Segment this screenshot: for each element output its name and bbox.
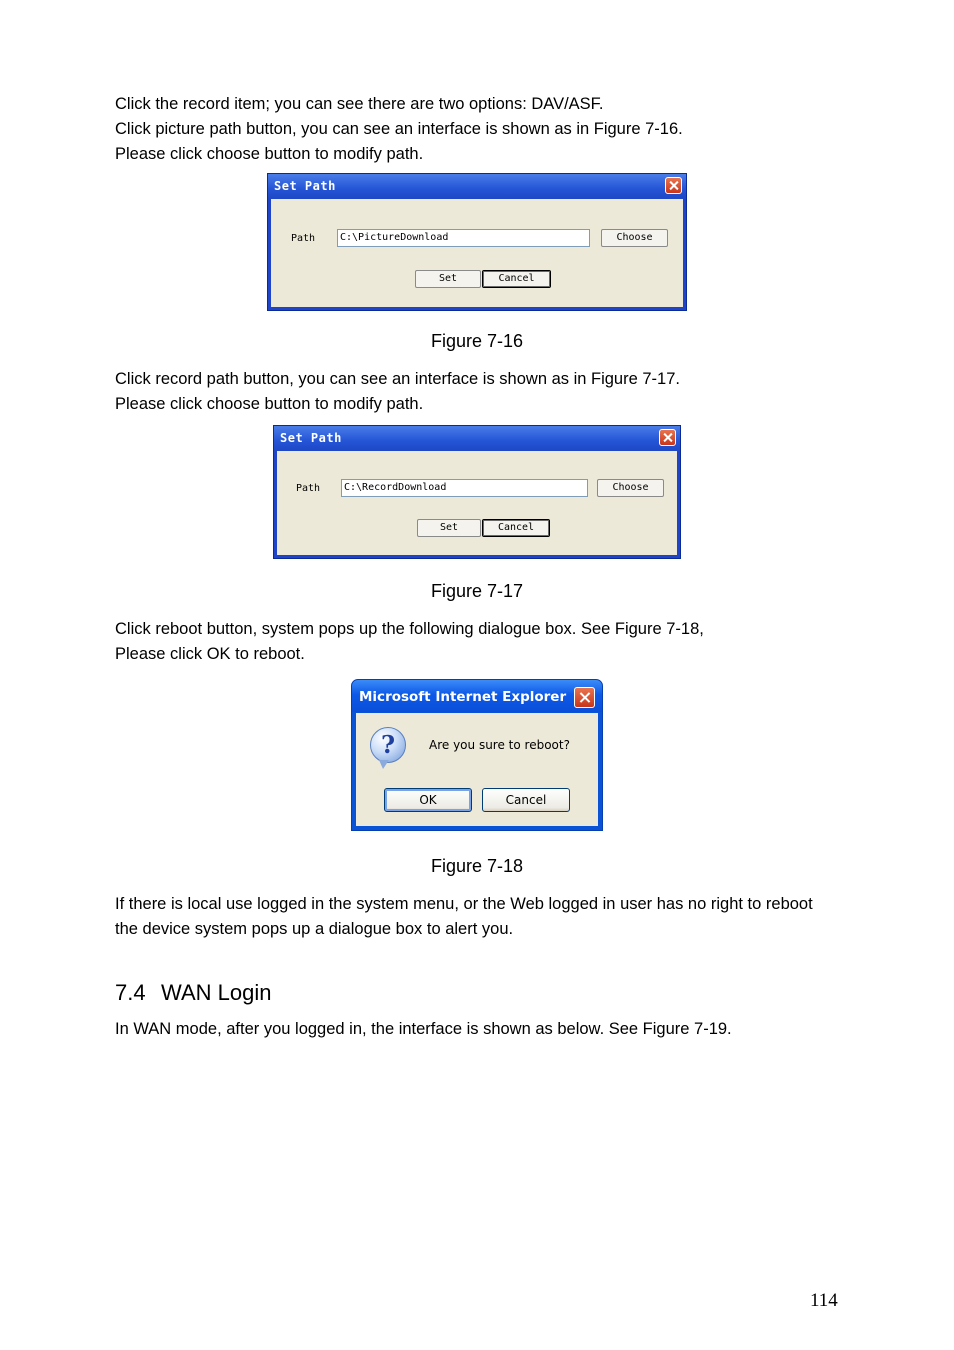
alert-paragraph — [115, 892, 813, 942]
figure-caption: Figure 7-17 — [430, 581, 524, 601]
intro-paragraph — [115, 92, 683, 167]
text-line: the device system pops up a dialogue box to alert you. — [115, 920, 514, 938]
cancel-button[interactable]: Cancel — [482, 519, 550, 537]
record-paragraph — [115, 367, 680, 417]
text-line: Click reboot button, system pops up the following dialogue box. See Figure 7-18, — [115, 620, 704, 638]
dialog-client — [271, 199, 683, 307]
figure-caption: Figure 7-16 — [430, 331, 524, 351]
dialog-client — [277, 451, 677, 555]
figure-caption: Figure 7-18 — [430, 856, 524, 876]
question-icon: ? — [370, 727, 406, 763]
section-number: 7.4 — [115, 980, 146, 1005]
close-icon[interactable] — [659, 429, 676, 446]
text-line: Click record path button, you can see an interface is shown as in Figure 7-17. — [115, 370, 680, 388]
path-field[interactable]: C:\PictureDownload — [337, 229, 590, 247]
reboot-paragraph — [115, 617, 704, 667]
set-path-dialog-picture — [267, 173, 687, 311]
close-icon[interactable] — [574, 687, 595, 708]
text-line: Click the record item; you can see there are two options: DAV/ASF. — [115, 95, 604, 113]
section-heading — [115, 980, 271, 1006]
path-field[interactable]: C:\RecordDownload — [341, 479, 588, 497]
page-number: 114 — [810, 1290, 838, 1311]
dialog-titlebar — [274, 426, 680, 451]
text-line: Please click OK to reboot. — [115, 645, 305, 663]
set-button[interactable]: Set — [417, 519, 481, 537]
text-line: Please click choose button to modify path. — [115, 145, 424, 163]
set-path-dialog-record — [273, 425, 681, 559]
choose-button[interactable]: Choose — [601, 229, 668, 247]
dialog-titlebar — [352, 680, 602, 712]
text-line: In WAN mode, after you logged in, the interface is shown as below. See Figure 7-19. — [115, 1020, 732, 1038]
dialog-title: Set Path — [274, 179, 336, 193]
text-line: If there is local use logged in the system menu, or the Web logged in user has no right to reboot — [115, 895, 813, 913]
text-line: Please click choose button to modify path. — [115, 395, 424, 413]
dialog-title: Set Path — [280, 431, 342, 445]
reboot-confirm-dialog — [351, 679, 603, 831]
cancel-button[interactable]: Cancel — [482, 788, 570, 812]
cancel-button[interactable]: Cancel — [482, 270, 551, 288]
dialog-message: Are you sure to reboot? — [429, 738, 570, 752]
choose-button[interactable]: Choose — [597, 479, 664, 497]
ok-button[interactable]: OK — [384, 788, 472, 812]
close-icon[interactable] — [665, 177, 682, 194]
dialog-titlebar — [268, 174, 686, 199]
dialog-client — [356, 713, 598, 826]
wan-paragraph — [115, 1017, 732, 1042]
section-title: WAN Login — [161, 980, 272, 1005]
path-label: Path — [296, 483, 321, 494]
set-button[interactable]: Set — [415, 270, 481, 288]
dialog-title: Microsoft Internet Explorer — [359, 689, 567, 705]
text-line: Click picture path button, you can see an interface is shown as in Figure 7-16. — [115, 120, 683, 138]
path-label: Path — [291, 233, 316, 244]
